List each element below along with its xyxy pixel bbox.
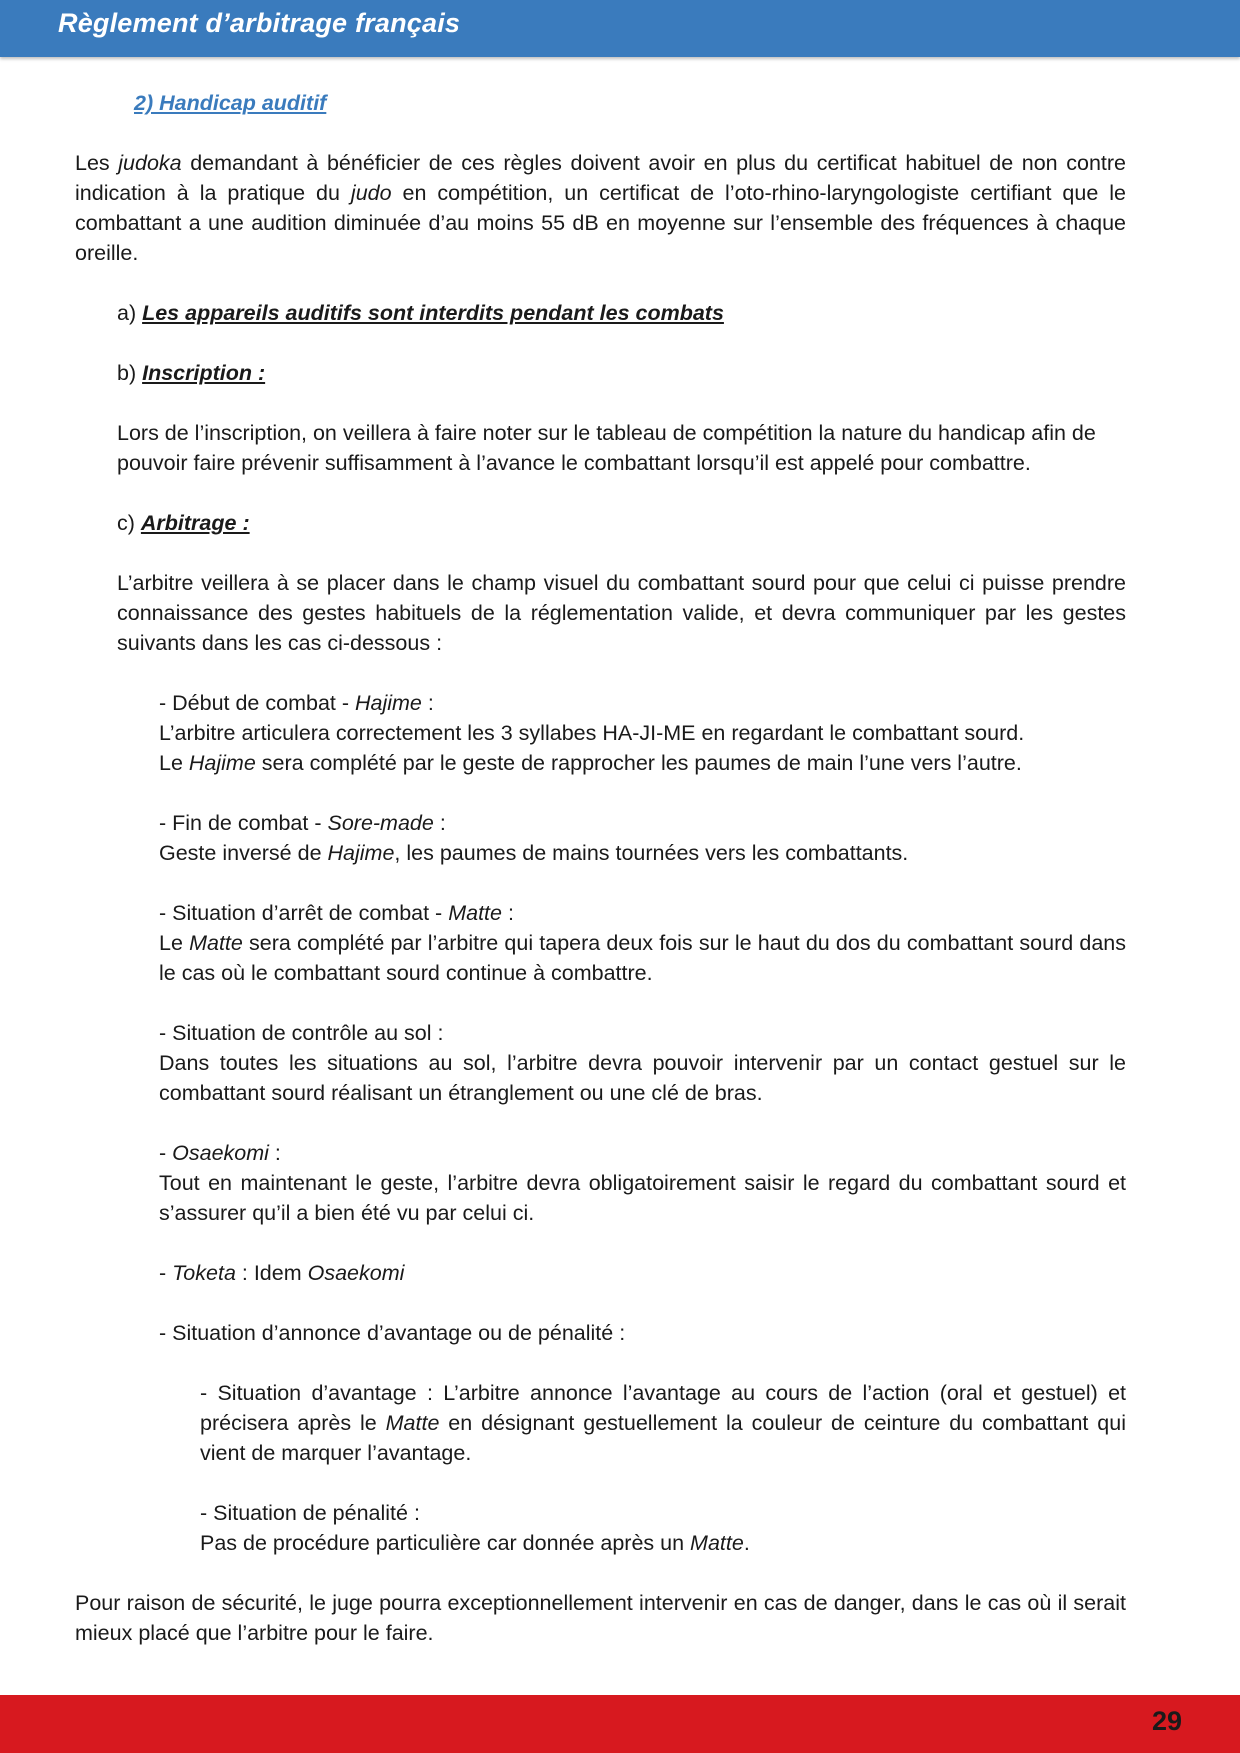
gesture-sol: - Situation de contrôle au sol : Dans toutes les situations au sol, l’arbitre devra pouvoir intervenir par un contact gestuel sur le combattant sourd réalisant un étranglement ou une clé de bras. (159, 1021, 1126, 1105)
page-header (0, 0, 1240, 57)
gesture-debut: - Début de combat - Hajime : L’arbitre articulera correctement les 3 syllabes HA-JI-ME en regardant le combattant sourd. Le Hajime sera complété par le geste de rapprocher les paumes de main l’une vers l’autre. (159, 691, 1025, 775)
gesture-fin: - Fin de combat - Sore-made : Geste inversé de Hajime, les paumes de mains tournées vers les combattants. (159, 811, 909, 865)
header-title: Règlement d’arbitrage français (58, 8, 461, 38)
gesture-toketa: - Toketa : Idem Osaekomi (159, 1261, 405, 1285)
page-number: 29 (1151, 1706, 1182, 1736)
gesture-annonce: - Situation d’annonce d’avantage ou de pénalité : (159, 1321, 626, 1345)
item-c-body: L’arbitre veillera à se placer dans le champ visuel du combattant sourd pour que celui ci puisse prendre connaissance des gestes habituels de la réglementation valide, et devra communiquer par les gestes suivants dans les cas ci-dessous : (117, 571, 1126, 655)
page-footer (0, 1695, 1240, 1753)
item-c-heading: c) Arbitrage : (117, 511, 250, 535)
page-content (75, 88, 1126, 1648)
item-b-body: Lors de l’inscription, on veillera à faire noter sur le tableau de compétition la nature du handicap afin de pouvoir faire prévenir suffisamment à l’avance le combattant lorsqu’il est appelé pour combattre. (117, 421, 1096, 475)
section-title: 2) Handicap auditif (134, 91, 327, 115)
item-b-heading: b) Inscription : (117, 361, 266, 385)
situation-avantage: - Situation d’avantage : L’arbitre annonce l’avantage au cours de l’action (oral et gestuel) et précisera après le Matte en désignant gestuellement la couleur de ceinture du combattant qui vient de marquer l’avantage. (200, 1381, 1126, 1465)
closing-paragraph: Pour raison de sécurité, le juge pourra exceptionnellement intervenir en cas de danger, dans le cas où il serait mieux placé que l’arbitre pour le faire. (75, 1591, 1126, 1645)
situation-penalite: - Situation de pénalité : Pas de procédure particulière car donnée après un Matte. (200, 1501, 750, 1555)
gesture-arret: - Situation d’arrêt de combat - Matte : Le Matte sera complété par l’arbitre qui tapera deux fois sur le haut du dos du combattant sourd dans le cas où le combattant sourd continue à combattre. (159, 901, 1126, 985)
item-a-heading: a) Les appareils auditifs sont interdits pendant les combats (117, 301, 724, 325)
intro-paragraph: Les judoka demandant à bénéficier de ces règles doivent avoir en plus du certificat habituel de non contre indication à la pratique du judo en compétition, un certificat de l’oto-rhino-laryngologiste certifiant que le combattant a une audition diminuée d’au moins 55 dB en moyenne sur l’ensemble des fréquences à chaque oreille. (75, 151, 1126, 265)
gesture-osaekomi: - Osaekomi : Tout en maintenant le geste, l’arbitre devra obligatoirement saisir le regard du combattant sourd et s’assurer qu’il a bien été vu par celui ci. (159, 1141, 1126, 1225)
